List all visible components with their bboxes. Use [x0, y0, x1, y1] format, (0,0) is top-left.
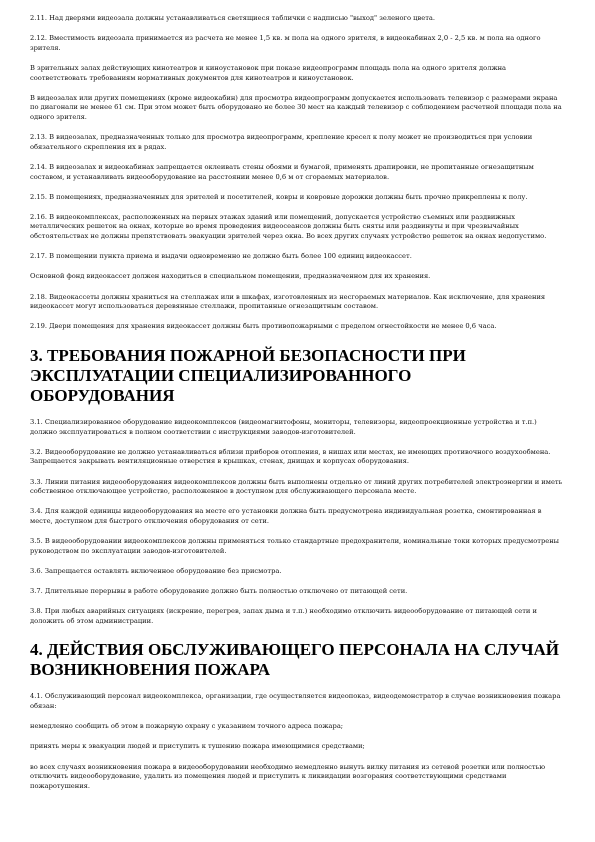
clause-3-4: 3.4. Для каждой единицы видеооборудования на месте его установки должна быть предусмотрена индивидуальная розетка, смонтированная в месте, доступном для быстрого отключения оборудования от сети.	[30, 507, 542, 525]
paragraph-tv-screen: В видеозалах или других помещениях (кроме видеокабин) для просмотра видеопрограмм допускается использовать телевизор с размерами экрана по диагонали не менее 61 см. При этом может быть оборудовано не более 30 мест на каждый телевизор с соблюдением расчетной площади пола на одного зрителя.	[30, 93, 562, 121]
clause-3-3: 3.3. Линии питания видеооборудования видеокомплексов должны быть выполнены отдельно от линий других потребителей электроэнергии и иметь собственное отключающее устройство, расположенное в доступном для обслуживающего персонала месте.	[30, 477, 563, 496]
action-evacuate: принять меры к эвакуации людей и приступить к тушению пожара имеющимися средствами;	[30, 742, 365, 751]
clause-3-7: 3.7. Длительные перерывы в работе оборудование должно быть полностью отключено от питающей сети.	[30, 587, 408, 596]
paragraph-main-storage: Основной фонд видеокассет должен находиться в специальном помещении, предназначенном для их хранения.	[30, 272, 431, 281]
clause-2-12: 2.12. Вместимость видеозала принимается из расчета не менее 1,5 кв. м пола на одного зрителя, в видеокабинах 2,0 - 2,5 кв. м пола на одного зрителя.	[30, 34, 541, 52]
clause-3-6: 3.6. Запрещается оставлять включенное оборудование без присмотра.	[30, 566, 282, 575]
paragraph-cinema-area: В зрительных залах действующих кинотеатров и киноустановок при показе видеопрограмм площадь пола на одного зрителя должна соответствовать требованиям нормативных документов для кинотеатров и киноустановок.	[30, 63, 507, 82]
clause-2-15: 2.15. В помещениях, предназначенных для зрителей и посетителей, ковры и ковровые дорожки должны быть прочно прикреплены к полу.	[30, 192, 528, 201]
action-notify: немедленно сообщить об этом в пожарную охрану с указанием точного адреса пожара;	[30, 722, 344, 731]
clause-2-13: 2.13. В видеозалах, предназначенных только для просмотра видеопрограмм, крепление кресел к полу может не производиться при условии обязательного скрепления их в рядах.	[30, 133, 533, 151]
clause-2-17: 2.17. В помещении пункта приема и выдачи одновременно не должно быть более 100 единиц видеокассет.	[30, 252, 412, 261]
clause-4-1: 4.1. Обслуживающий персонал видеокомплекса, организации, где осуществляется видеопоказ, видеодемонстратор в случае возникновения пожара обязан:	[30, 692, 561, 711]
section-4-heading: 4. ДЕЙСТВИЯ ОБСЛУЖИВАЮЩЕГО ПЕРСОНАЛА НА СЛУЧАЙ ВОЗНИКНОВЕНИЯ ПОЖАРА	[30, 640, 559, 680]
clause-3-1: 3.1. Специализированное оборудование видеокомплексов (видеомагнитофоны, мониторы, телевизоры, видеопроекционные устройства и т.п.) должно эксплуатироваться в полном соответствии с инструкциями заводов-изготовителей.	[30, 418, 537, 436]
clause-2-19: 2.19. Двери помещения для хранения видеокассет должны быть противопожарными с пределом огнестойкости не менее 0,6 часа.	[30, 322, 497, 331]
clause-2-18: 2.18. Видеокассеты должны храниться на стеллажах или в шкафах, изготовленных из несгораемых материалов. Как исключение, для хранения видеокассет могут использоваться деревянные стеллажи, пропитанные огнезащитным составом.	[30, 292, 546, 311]
clause-3-2: 3.2. Видеооборудование не должно устанавливаться вблизи приборов отопления, в нишах или местах, не имеющих противочного воздухообмена. Запрещается закрывать вентиляционные отверстия в крышках, стенах, днищах и корпусах оборудования.	[30, 447, 551, 466]
clause-2-11: 2.11. Над дверями видеозала должны устанавливаться светящиеся таблички с надписью "выход" зеленого цвета.	[30, 14, 436, 22]
section-3-heading: 3. ТРЕБОВАНИЯ ПОЖАРНОЙ БЕЗОПАСНОСТИ ПРИ ЭКСПЛУАТАЦИИ СПЕЦИАЛИЗИРОВАННОГО ОБОРУДОВАНИЯ	[30, 346, 466, 405]
clause-3-5: 3.5. В видеооборудовании видеокомплексов должны применяться только стандартные предохранители, номинальные токи которых предусмотрены руководством по эксплуатации заводов-изготовителей.	[30, 537, 559, 555]
clause-2-16: 2.16. В видеокомплексах, расположенных на первых этажах зданий или помещений, допускается устройство съемных или раздвижных металлических решеток на окнах, которые во время проведения видеосеансов должны быть сняты или раздвинуты и при чрезвычайных обстоятельствах не должны препятствовать эвакуации зрителей через окна. Во всех других случаях устройство решеток на окнах недопустимо.	[30, 212, 547, 241]
action-disconnect: во всех случаях возникновения пожара в видеооборудовании необходимо немедленно вынуть вилку питания из сетевой розетки или полностью отключить видеооборудование, удалить из помещения людей и приступить к ликвидации возгорания соответствующими средствами пожаротушения.	[30, 762, 546, 790]
clause-3-8: 3.8. При любых аварийных ситуациях (искрение, перегрев, запах дыма и т.п.) необходимо отключить видеооборудование от питающей сети и доложить об этом администрации.	[30, 607, 537, 625]
clause-2-14: 2.14. В видеозалах и видеокабинах запрещается оклеивать стены обоями и бумагой, применять драпировки, не пропитанные огнезащитным составом, и устанавливать видеооборудование на расстоянии менее 0,6 м от сгораемых материалов.	[30, 162, 534, 181]
